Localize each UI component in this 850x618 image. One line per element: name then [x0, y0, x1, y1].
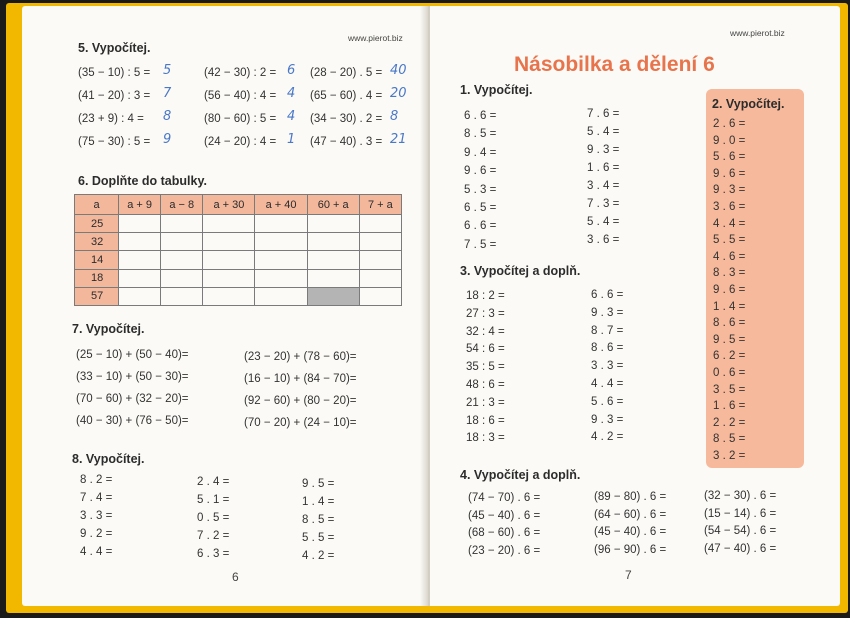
- equation: 9 . 6 =: [464, 165, 497, 178]
- equation: (74 − 70) . 6 =: [468, 492, 541, 504]
- equation: (89 − 80) . 6 =: [594, 491, 667, 503]
- equation: 1 . 4 =: [302, 496, 335, 508]
- answer-cell[interactable]: [119, 215, 161, 233]
- table-row: [75, 287, 402, 305]
- answer-cell[interactable]: [203, 269, 255, 287]
- table-header-cell: a − 8: [161, 195, 203, 215]
- equation: 32 : 4 =: [466, 325, 505, 338]
- table-row: [75, 215, 402, 233]
- ex6-heading: 6. Doplňte do tabulky.: [78, 174, 207, 188]
- equation: 8 . 6 =: [591, 342, 624, 355]
- equation: 6 . 5 =: [464, 202, 497, 214]
- equation: (40 − 30) + (76 − 50)=: [76, 415, 189, 427]
- answer-cell[interactable]: [359, 215, 401, 233]
- equation: 7 . 3 =: [587, 198, 620, 210]
- handwritten-answer: 6: [287, 63, 296, 78]
- equation: 6 . 6 =: [464, 110, 497, 122]
- answer-cell[interactable]: [307, 215, 359, 233]
- answer-cell[interactable]: [203, 251, 255, 269]
- equation: (25 − 10) + (50 − 40)=: [76, 349, 189, 361]
- equation: (15 − 14) . 6 =: [704, 507, 777, 520]
- table-header-cell: 7 + a: [359, 195, 401, 215]
- equation: 9 . 3 =: [591, 413, 624, 426]
- equation: 5 . 4 =: [587, 216, 620, 228]
- equation: 6 . 6 =: [464, 220, 497, 233]
- equation: 4 . 4 =: [591, 378, 624, 390]
- equation: (68 − 60) . 6 =: [468, 527, 541, 539]
- table-row-label: 25: [75, 215, 119, 233]
- table-row: [75, 269, 402, 287]
- answer-cell[interactable]: [203, 233, 255, 251]
- table-header-row: [75, 195, 402, 215]
- equation: (80 − 60) : 5 =: [204, 113, 277, 125]
- equation: 8 . 2 =: [80, 474, 113, 486]
- equation: (65 − 60) . 4 =: [310, 90, 383, 102]
- handwritten-answer: 7: [163, 86, 172, 101]
- answer-cell[interactable]: [359, 251, 401, 269]
- equation: (42 − 30) : 2 =: [204, 67, 277, 79]
- equation: 9 . 5 =: [302, 478, 335, 490]
- equation: 2 . 2 =: [713, 416, 746, 429]
- handwritten-answer: 1: [287, 132, 296, 147]
- equation: (92 − 60) + (80 − 20)=: [244, 395, 357, 407]
- equation: 3 . 6 =: [587, 234, 620, 246]
- equation: (33 − 10) + (50 − 30)=: [76, 371, 189, 383]
- table-row: [75, 251, 402, 269]
- equation: (32 − 30) . 6 =: [704, 490, 777, 502]
- handwritten-answer: 4: [287, 86, 296, 101]
- ex8-heading: 8. Vypočítej.: [72, 452, 145, 466]
- ex1-heading: 1. Vypočítej.: [460, 83, 533, 97]
- equation: 18 : 6 =: [466, 414, 505, 427]
- equation: (16 − 10) + (84 − 70)=: [244, 373, 357, 385]
- answer-cell[interactable]: [119, 287, 161, 305]
- equation: 4 . 2 =: [302, 550, 335, 562]
- answer-cell[interactable]: [161, 215, 203, 233]
- equation: (35 − 10) : 5 =: [78, 67, 151, 79]
- answer-cell[interactable]: [119, 269, 161, 287]
- equation: 9 . 5 =: [713, 333, 746, 346]
- answer-cell[interactable]: [203, 287, 255, 305]
- equation: (28 − 20) . 5 =: [310, 67, 383, 79]
- right-page: [430, 6, 840, 606]
- equation: 3 . 3 =: [591, 360, 624, 373]
- equation: 6 . 6 =: [591, 289, 624, 301]
- handwritten-answer: 8: [163, 109, 172, 124]
- equation: 18 : 2 =: [466, 290, 505, 302]
- equation: 7 . 6 =: [587, 108, 620, 120]
- answer-cell[interactable]: [307, 269, 359, 287]
- equation: 8 . 6 =: [713, 317, 746, 330]
- equation: 54 : 6 =: [466, 343, 505, 356]
- equation: 3 . 4 =: [587, 180, 620, 192]
- equation: 18 : 3 =: [466, 432, 505, 445]
- equation: 8 . 7 =: [591, 324, 624, 337]
- table-row-label: 57: [75, 287, 119, 305]
- equation: 5 . 6 =: [591, 395, 624, 408]
- page-number: 7: [625, 568, 632, 582]
- equation: 2 . 6 =: [713, 118, 746, 130]
- equation: 1 . 6 =: [713, 400, 746, 413]
- ex6-table: [74, 194, 402, 306]
- handwritten-answer: 4: [287, 109, 296, 124]
- equation: 9 . 4 =: [464, 146, 497, 159]
- disabled-cell: [307, 287, 359, 305]
- table-header-cell: a + 30: [203, 195, 255, 215]
- equation: 4 . 2 =: [591, 431, 624, 444]
- ex7-heading: 7. Vypočítej.: [72, 322, 145, 336]
- equation: 3 . 3 =: [80, 510, 113, 522]
- answer-cell[interactable]: [161, 233, 203, 251]
- handwritten-answer: 5: [163, 63, 172, 78]
- ex3-heading: 3. Vypočítej a doplň.: [460, 264, 581, 278]
- equation: 5 . 4 =: [587, 126, 620, 138]
- answer-cell[interactable]: [203, 215, 255, 233]
- equation: 9 . 3 =: [587, 144, 620, 156]
- equation: (24 − 20) : 4 =: [204, 136, 277, 148]
- equation: (70 − 20) + (24 − 10)=: [244, 417, 357, 429]
- equation: 9 . 6 =: [713, 284, 746, 296]
- equation: 0 . 6 =: [713, 367, 746, 379]
- equation: (23 + 9) : 4 =: [78, 113, 144, 125]
- equation: 8 . 3 =: [713, 267, 746, 280]
- equation: (47 − 40) . 6 =: [704, 542, 777, 555]
- equation: 1 . 4 =: [713, 300, 746, 313]
- handwritten-answer: 40: [390, 63, 407, 78]
- page-title: Násobilka a dělení 6: [514, 53, 715, 76]
- equation: (75 − 30) : 5 =: [78, 136, 151, 148]
- equation: 27 : 3 =: [466, 307, 505, 320]
- ex2-heading: 2. Vypočítej.: [712, 97, 785, 111]
- answer-cell[interactable]: [359, 269, 401, 287]
- equation: 48 : 6 =: [466, 379, 505, 391]
- equation: (45 − 40) . 6 =: [594, 526, 667, 538]
- table-header-cell: a + 40: [255, 195, 307, 215]
- equation: (70 − 60) + (32 − 20)=: [76, 393, 189, 405]
- answer-cell[interactable]: [255, 251, 307, 269]
- equation: 9 . 3 =: [713, 184, 746, 197]
- equation: (41 − 20) : 3 =: [78, 90, 151, 102]
- answer-cell[interactable]: [307, 251, 359, 269]
- ex5-heading: 5. Vypočítej.: [78, 41, 151, 55]
- equation: 0 . 5 =: [197, 512, 230, 524]
- equation: 21 : 3 =: [466, 396, 505, 409]
- website-label: www.pierot.biz: [348, 33, 403, 43]
- equation: 3 . 2 =: [713, 450, 746, 462]
- equation: 5 . 5 =: [302, 532, 335, 544]
- equation: 4 . 4 =: [80, 546, 113, 558]
- equation: 6 . 2 =: [713, 350, 746, 363]
- equation: (47 − 40) . 3 =: [310, 136, 383, 148]
- equation: (56 − 40) : 4 =: [204, 90, 277, 102]
- equation: 35 : 5 =: [466, 361, 505, 374]
- answer-cell[interactable]: [119, 251, 161, 269]
- equation: (34 − 30) . 2 =: [310, 113, 383, 125]
- equation: 5 . 1 =: [197, 494, 230, 506]
- equation: 1 . 6 =: [587, 162, 620, 174]
- equation: (45 − 40) . 6 =: [468, 509, 541, 522]
- answer-cell[interactable]: [119, 233, 161, 251]
- handwritten-answer: 21: [390, 132, 407, 147]
- equation: 6 . 3 =: [197, 548, 230, 560]
- left-page: [22, 6, 427, 606]
- equation: (64 − 60) . 6 =: [594, 508, 667, 521]
- answer-cell[interactable]: [161, 269, 203, 287]
- table-row: [75, 233, 402, 251]
- equation: 5 . 5 =: [713, 234, 746, 247]
- equation: 9 . 3 =: [591, 306, 624, 319]
- equation: 5 . 6 =: [713, 151, 746, 164]
- answer-cell[interactable]: [255, 269, 307, 287]
- equation: 9 . 2 =: [80, 528, 113, 540]
- equation: 8 . 5 =: [302, 514, 335, 526]
- table-row-label: 14: [75, 251, 119, 269]
- table-row-label: 32: [75, 233, 119, 251]
- page-number: 6: [232, 570, 239, 584]
- website-label: www.pierot.biz: [730, 28, 785, 38]
- equation: 7 . 2 =: [197, 530, 230, 542]
- equation: (96 − 90) . 6 =: [594, 543, 667, 556]
- answer-cell[interactable]: [161, 287, 203, 305]
- equation: 4 . 6 =: [713, 250, 746, 263]
- equation: (54 − 54) . 6 =: [704, 525, 777, 537]
- handwritten-answer: 8: [390, 109, 399, 124]
- answer-cell[interactable]: [359, 287, 401, 305]
- table-header-cell: 60 + a: [307, 195, 359, 215]
- table-header-cell: a + 9: [119, 195, 161, 215]
- answer-cell[interactable]: [161, 251, 203, 269]
- equation: 8 . 5 =: [713, 433, 746, 446]
- table-row-label: 18: [75, 269, 119, 287]
- answer-cell[interactable]: [255, 287, 307, 305]
- answer-cell[interactable]: [307, 233, 359, 251]
- equation: 9 . 6 =: [713, 167, 746, 180]
- handwritten-answer: 9: [163, 132, 172, 147]
- equation: 5 . 3 =: [464, 183, 497, 196]
- equation: (23 − 20) + (78 − 60)=: [244, 351, 357, 363]
- equation: 3 . 6 =: [713, 201, 746, 213]
- ex4-heading: 4. Vypočítej a doplň.: [460, 468, 581, 482]
- equation: 7 . 5 =: [464, 238, 497, 251]
- answer-cell[interactable]: [255, 215, 307, 233]
- equation: 3 . 5 =: [713, 383, 746, 396]
- equation: 4 . 4 =: [713, 217, 746, 230]
- table-header-cell: a: [75, 195, 119, 215]
- answer-cell[interactable]: [359, 233, 401, 251]
- equation: 8 . 5 =: [464, 128, 497, 141]
- handwritten-answer: 20: [390, 86, 407, 101]
- equation: 7 . 4 =: [80, 492, 113, 504]
- equation: (23 − 20) . 6 =: [468, 544, 541, 557]
- answer-cell[interactable]: [255, 233, 307, 251]
- equation: 2 . 4 =: [197, 476, 230, 488]
- equation: 9 . 0 =: [713, 134, 746, 147]
